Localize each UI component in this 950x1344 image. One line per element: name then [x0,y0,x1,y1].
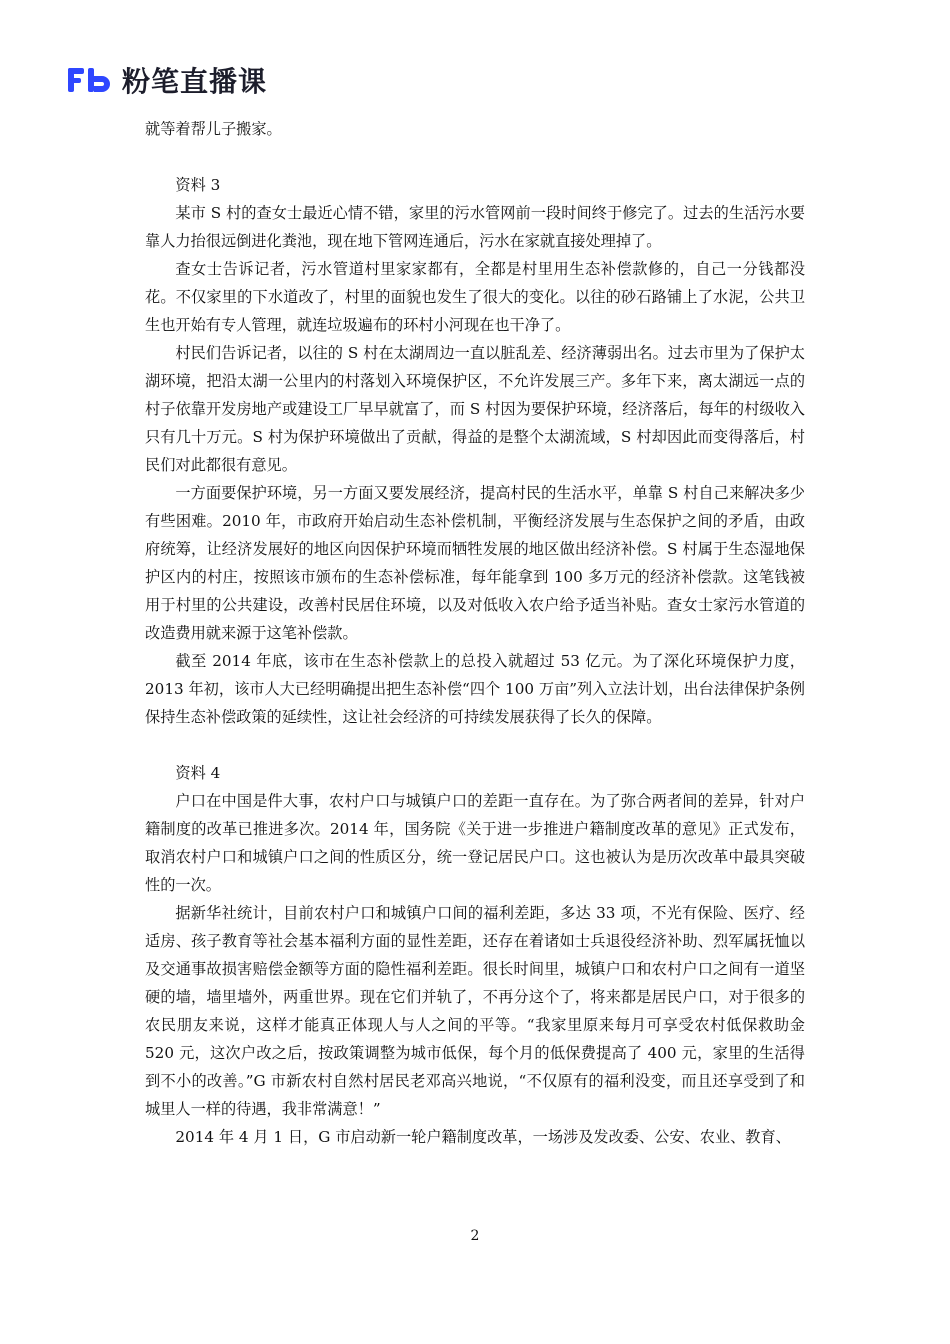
material4-title: 资料 4 [175,764,221,782]
fb-logo-icon [66,64,114,96]
paragraph: 某市 S 村的查女士最近心情不错，家里的污水管网前一段时间终于修完了。过去的生活污水要靠人力抬很远倒进化粪池，现在地下管网连通后，污水在家就直接处理掉了。 [145,204,805,250]
paragraph: 据新华社统计，目前农村户口和城镇户口间的福利差距，多达 33 项，不光有保险、医疗、经适房、孩子教育等社会基本福利方面的显性差距，还存在着诸如士兵退役经济补助、烈军属抚恤以及交通事故损害赔偿金额等方面的隐性福利差距。很长时间里，城镇户口和农村户口之间有一道坚硬的墙，墙里墙外，两重世界。现在它们并轨了，不再分这个了，将来都是居民户口，对于很多的农民朋友来说，这样才能真正体现人与人之间的平等。“我家里原来每月可享受农村低保救助金 520 元，这次户改之后，按政策调整为城市低保，每个月的低保费提高了 400 元，家里的生活得到不小的改善。”G 市新农村自然村居民老邓高兴地说，“不仅原有的福利没变，而且还享受到了和城里人一样的待遇，我非常满意！” [145,904,805,1118]
section-gap [145,731,805,759]
lead-line: 就等着帮儿子搬家。 [145,120,282,138]
header [66,60,267,100]
document-body [145,115,805,1151]
paragraph: 截至 2014 年底，该市在生态补偿款上的总投入就超过 53 亿元。为了深化环境保护力度，2013 年初，该市人大已经明确提出把生态补偿“四个 100 万亩”列入立法计划，出台法律保护条例保持生态补偿政策的延续性，这让社会经济的可持续发展获得了长久的保障。 [145,652,805,726]
paragraph: 2014 年 4 月 1 日，G 市启动新一轮户籍制度改革，一场涉及发改委、公安、农业、教育、 [175,1128,791,1146]
paragraph: 村民们告诉记者，以往的 S 村在太湖周边一直以脏乱差、经济薄弱出名。过去市里为了保护太湖环境，把沿太湖一公里内的村落划入环境保护区，不允许发展三产。多年下来，离太湖远一点的村子依靠开发房地产或建设工厂早早就富了，而 S 村因为要保护环境，经济落后，每年的村级收入只有几十万元。S 村为保护环境做出了贡献，得益的是整个太湖流域，S 村却因此而变得落后，村民们对此都很有意见。 [145,344,805,474]
section-gap [145,143,805,171]
paragraph: 查女士告诉记者，污水管道村里家家都有，全都是村里用生态补偿款修的，自己一分钱都没花。不仅家里的下水道改了，村里的面貌也发生了很大的变化。以往的砂石路铺上了水泥，公共卫生也开始有专人管理，就连垃圾遍布的环村小河现在也干净了。 [145,260,805,334]
paragraph: 户口在中国是件大事，农村户口与城镇户口的差距一直存在。为了弥合两者间的差异，针对户籍制度的改革已推进多次。2014 年，国务院《关于进一步推进户籍制度改革的意见》正式发布，取消农村户口和城镇户口之间的性质区分，统一登记居民户口。这也被认为是历次改革中最具突破性的一次。 [145,792,805,894]
material3-title: 资料 3 [175,176,221,194]
paragraph: 一方面要保护环境，另一方面又要发展经济，提高村民的生活水平，单靠 S 村自己来解决多少有些困难。2010 年，市政府开始启动生态补偿机制，平衡经济发展与生态保护之间的矛盾，由政府统筹，让经济发展好的地区向因保护环境而牺牲发展的地区做出经济补偿。S 村属于生态湿地保护区内的村庄，按照该市颁布的生态补偿标准，每年能拿到 100 多万元的经济补偿款。这笔钱被用于村里的公共建设，改善村民居住环境，以及对低收入农户给予适当补贴。查女士家污水管道的改造费用就来源于这笔补偿款。 [145,484,805,642]
page-number: 2 [470,1228,480,1244]
logo-text: 粉笔直播课 [122,65,268,98]
